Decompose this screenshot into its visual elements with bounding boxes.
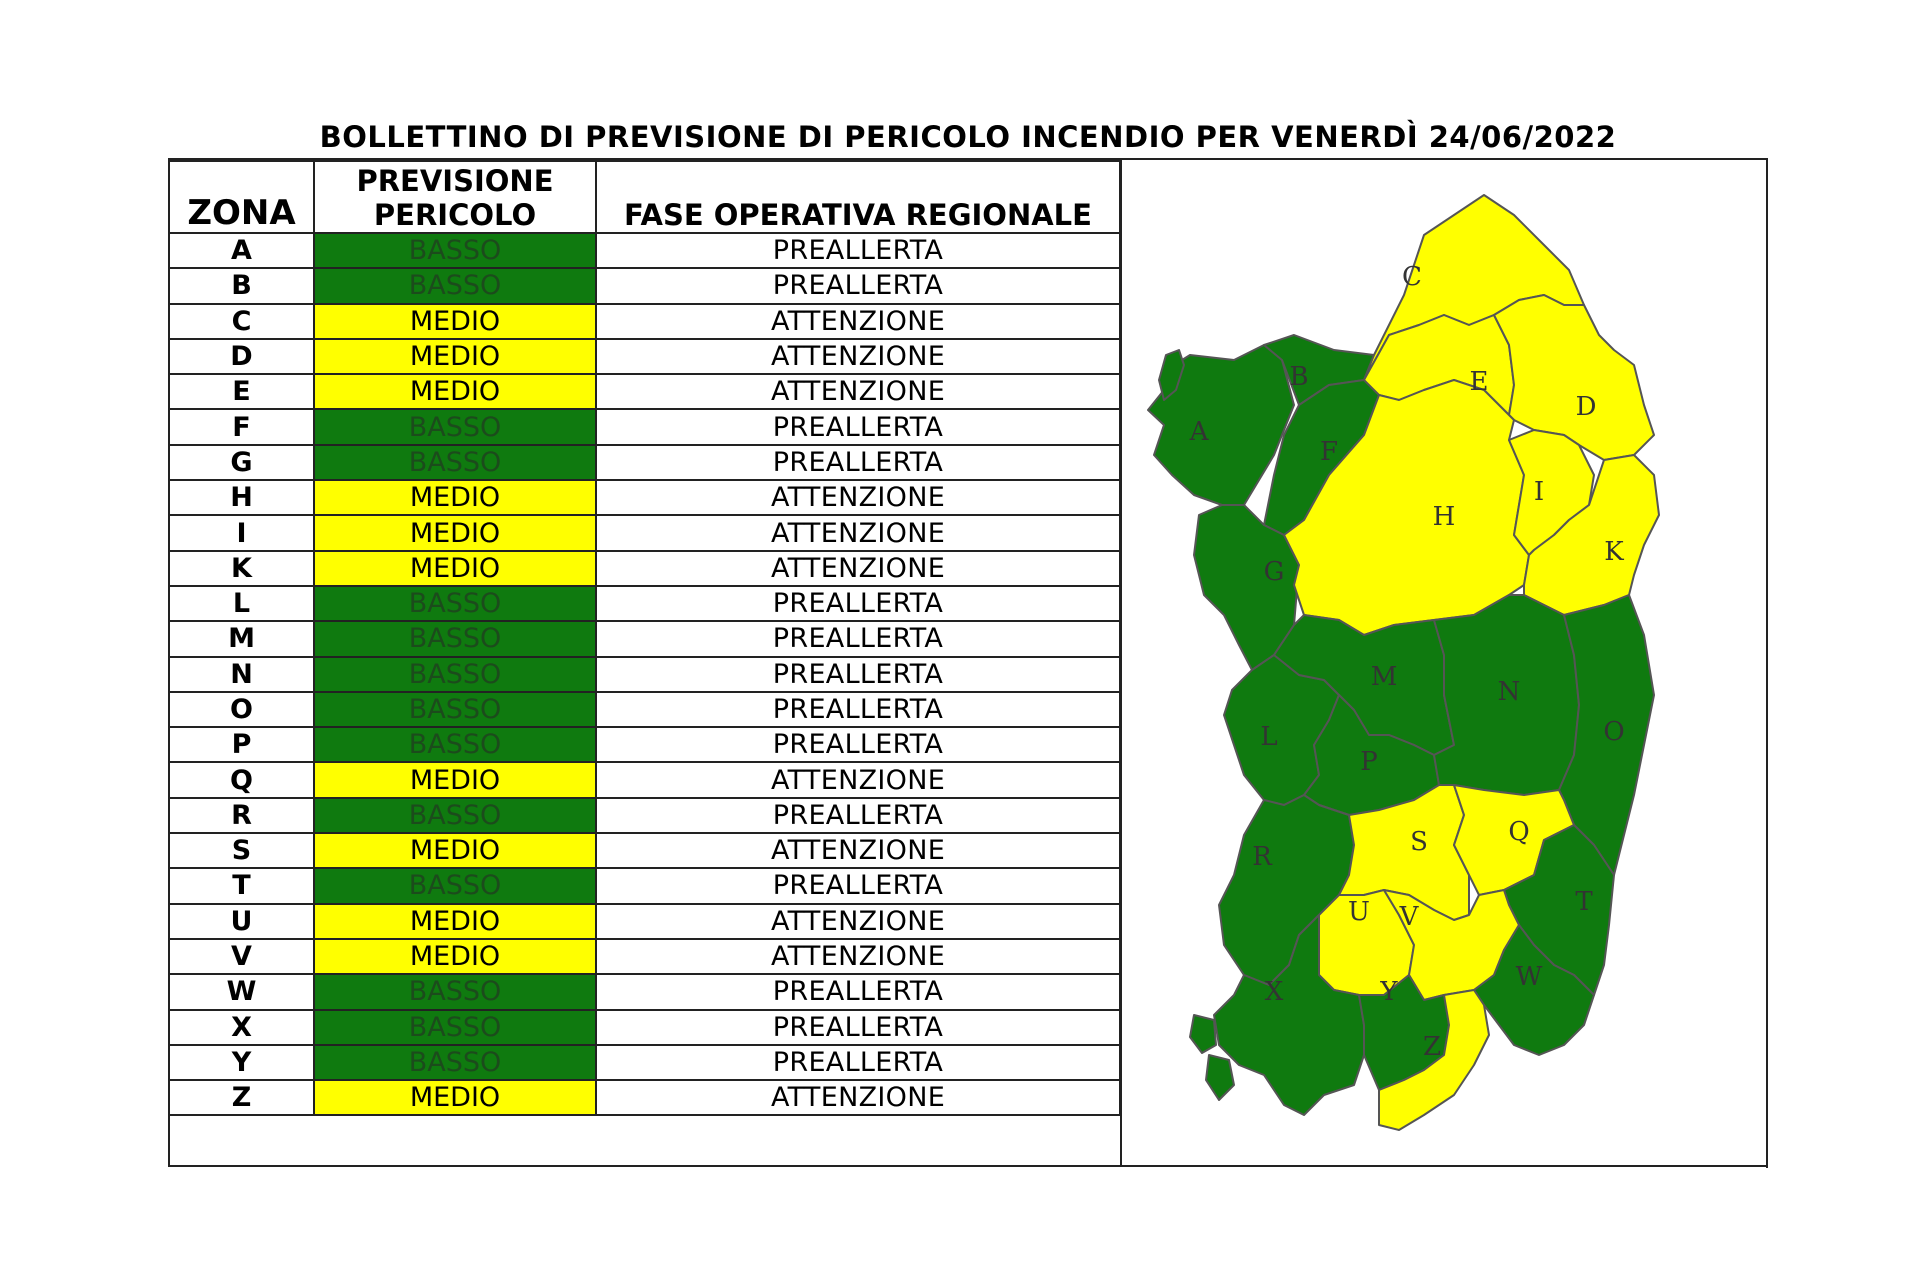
danger-level-cell: BASSO: [314, 586, 596, 621]
table-row: [169, 268, 1120, 303]
danger-level-cell: MEDIO: [314, 833, 596, 868]
operative-phase-cell: PREALLERTA: [596, 692, 1120, 727]
danger-level-cell: MEDIO: [314, 480, 596, 515]
operative-phase-cell: PREALLERTA: [596, 445, 1120, 480]
operative-phase-cell: PREALLERTA: [596, 868, 1120, 903]
zone-code-cell: S: [169, 833, 314, 868]
danger-level-cell: BASSO: [314, 1010, 596, 1045]
zone-code-cell: A: [169, 233, 314, 268]
map-label-i: I: [1533, 477, 1545, 507]
zone-code-cell: M: [169, 621, 314, 656]
zone-code-cell: D: [169, 339, 314, 374]
map-label-e: E: [1469, 367, 1489, 397]
table-row: [169, 480, 1120, 515]
zone-code-cell: Z: [169, 1080, 314, 1115]
map-label-x: X: [1264, 977, 1284, 1007]
map-label-h: H: [1432, 502, 1456, 532]
map-label-s: S: [1410, 827, 1428, 857]
operative-phase-cell: PREALLERTA: [596, 268, 1120, 303]
zone-code-cell: Q: [169, 762, 314, 797]
table-row: [169, 1045, 1120, 1080]
operative-phase-cell: ATTENZIONE: [596, 551, 1120, 586]
zone-code-cell: K: [169, 551, 314, 586]
danger-level-cell: BASSO: [314, 657, 596, 692]
table-row: [169, 868, 1120, 903]
operative-phase-cell: PREALLERTA: [596, 233, 1120, 268]
operative-phase-cell: PREALLERTA: [596, 727, 1120, 762]
map-label-d: D: [1575, 392, 1597, 422]
sardinia-zones-map: [1124, 175, 1744, 1165]
operative-phase-cell: PREALLERTA: [596, 798, 1120, 833]
map-label-b: B: [1289, 362, 1309, 392]
map-island-santantioco: [1206, 1055, 1234, 1100]
table-row: [169, 551, 1120, 586]
zone-code-cell: N: [169, 657, 314, 692]
table-row: [169, 339, 1120, 374]
danger-level-cell: BASSO: [314, 621, 596, 656]
zone-code-cell: C: [169, 304, 314, 339]
map-label-a: A: [1189, 417, 1209, 447]
map-label-t: T: [1575, 887, 1593, 917]
header-row: [169, 161, 1120, 233]
map-label-f: F: [1319, 437, 1339, 467]
zone-code-cell: H: [169, 480, 314, 515]
map-label-n: N: [1497, 677, 1521, 707]
danger-level-cell: MEDIO: [314, 339, 596, 374]
header-previsione-line1: PREVISIONE: [356, 164, 554, 198]
zone-code-cell: W: [169, 974, 314, 1009]
map-label-r: R: [1252, 842, 1272, 872]
danger-level-cell: MEDIO: [314, 762, 596, 797]
danger-level-cell: BASSO: [314, 445, 596, 480]
map-label-c: C: [1402, 262, 1422, 292]
map-zone-D: [1494, 295, 1654, 460]
table-row: [169, 833, 1120, 868]
table-row: [169, 409, 1120, 444]
table-row: [169, 1010, 1120, 1045]
zone-code-cell: U: [169, 904, 314, 939]
operative-phase-cell: ATTENZIONE: [596, 762, 1120, 797]
header-previsione-line2: PERICOLO: [373, 198, 537, 232]
frame-bottom-line: [168, 1165, 1768, 1167]
table-row: [169, 904, 1120, 939]
table-row: [169, 621, 1120, 656]
header-fase: FASE OPERATIVA REGIONALE: [596, 161, 1120, 233]
table-row: [169, 727, 1120, 762]
table-row: [169, 974, 1120, 1009]
danger-level-cell: MEDIO: [314, 1080, 596, 1115]
danger-level-cell: MEDIO: [314, 374, 596, 409]
danger-level-cell: BASSO: [314, 798, 596, 833]
zone-code-cell: Y: [169, 1045, 314, 1080]
danger-level-cell: MEDIO: [314, 904, 596, 939]
table-row: [169, 515, 1120, 550]
operative-phase-cell: ATTENZIONE: [596, 374, 1120, 409]
map-label-y: Y: [1380, 977, 1398, 1007]
map-label-g: G: [1263, 557, 1285, 587]
danger-level-cell: BASSO: [314, 974, 596, 1009]
map-label-u: U: [1348, 897, 1370, 927]
zone-code-cell: L: [169, 586, 314, 621]
table-row: [169, 1080, 1120, 1115]
operative-phase-cell: ATTENZIONE: [596, 304, 1120, 339]
zones-body: [169, 233, 1120, 1115]
operative-phase-cell: PREALLERTA: [596, 657, 1120, 692]
danger-level-cell: BASSO: [314, 868, 596, 903]
map-label-l: L: [1260, 722, 1278, 752]
operative-phase-cell: ATTENZIONE: [596, 904, 1120, 939]
zones-table: [168, 160, 1121, 1116]
map-label-q: Q: [1508, 817, 1530, 847]
header-zona: ZONA: [169, 161, 314, 233]
operative-phase-cell: ATTENZIONE: [596, 480, 1120, 515]
zone-code-cell: P: [169, 727, 314, 762]
map-label-o: O: [1603, 717, 1625, 747]
table-row: [169, 798, 1120, 833]
map-label-m: M: [1370, 662, 1398, 692]
zone-code-cell: G: [169, 445, 314, 480]
zone-code-cell: I: [169, 515, 314, 550]
zone-code-cell: T: [169, 868, 314, 903]
danger-level-cell: BASSO: [314, 692, 596, 727]
danger-level-cell: BASSO: [314, 233, 596, 268]
operative-phase-cell: PREALLERTA: [596, 586, 1120, 621]
map-island-san-pietro: [1190, 1015, 1216, 1053]
operative-phase-cell: ATTENZIONE: [596, 939, 1120, 974]
zone-code-cell: O: [169, 692, 314, 727]
table-row: [169, 939, 1120, 974]
map-label-w: W: [1515, 962, 1543, 992]
bulletin-title: BOLLETTINO DI PREVISIONE DI PERICOLO INCENDIO PER VENERDÌ 24/06/2022: [319, 120, 1617, 154]
map-label-v: V: [1399, 902, 1419, 932]
operative-phase-cell: PREALLERTA: [596, 974, 1120, 1009]
zone-code-cell: R: [169, 798, 314, 833]
operative-phase-cell: PREALLERTA: [596, 409, 1120, 444]
danger-level-cell: MEDIO: [314, 939, 596, 974]
table-row: [169, 374, 1120, 409]
table-row: [169, 233, 1120, 268]
zone-code-cell: X: [169, 1010, 314, 1045]
table-row: [169, 762, 1120, 797]
operative-phase-cell: PREALLERTA: [596, 1045, 1120, 1080]
danger-level-cell: BASSO: [314, 1045, 596, 1080]
danger-level-cell: BASSO: [314, 409, 596, 444]
table-row: [169, 445, 1120, 480]
table-row: [169, 586, 1120, 621]
operative-phase-cell: PREALLERTA: [596, 1010, 1120, 1045]
danger-level-cell: MEDIO: [314, 304, 596, 339]
zone-code-cell: V: [169, 939, 314, 974]
table-row: [169, 304, 1120, 339]
map-label-k: K: [1604, 537, 1624, 567]
table-row: [169, 692, 1120, 727]
zone-code-cell: F: [169, 409, 314, 444]
zone-code-cell: B: [169, 268, 314, 303]
danger-level-cell: BASSO: [314, 268, 596, 303]
table-row: [169, 657, 1120, 692]
operative-phase-cell: ATTENZIONE: [596, 515, 1120, 550]
operative-phase-cell: ATTENZIONE: [596, 1080, 1120, 1115]
danger-level-cell: MEDIO: [314, 515, 596, 550]
danger-level-cell: MEDIO: [314, 551, 596, 586]
operative-phase-cell: ATTENZIONE: [596, 833, 1120, 868]
danger-level-cell: BASSO: [314, 727, 596, 762]
operative-phase-cell: ATTENZIONE: [596, 339, 1120, 374]
map-label-z: Z: [1422, 1032, 1442, 1062]
zone-code-cell: E: [169, 374, 314, 409]
operative-phase-cell: PREALLERTA: [596, 621, 1120, 656]
map-label-p: P: [1360, 747, 1378, 777]
header-previsione: [314, 161, 596, 233]
